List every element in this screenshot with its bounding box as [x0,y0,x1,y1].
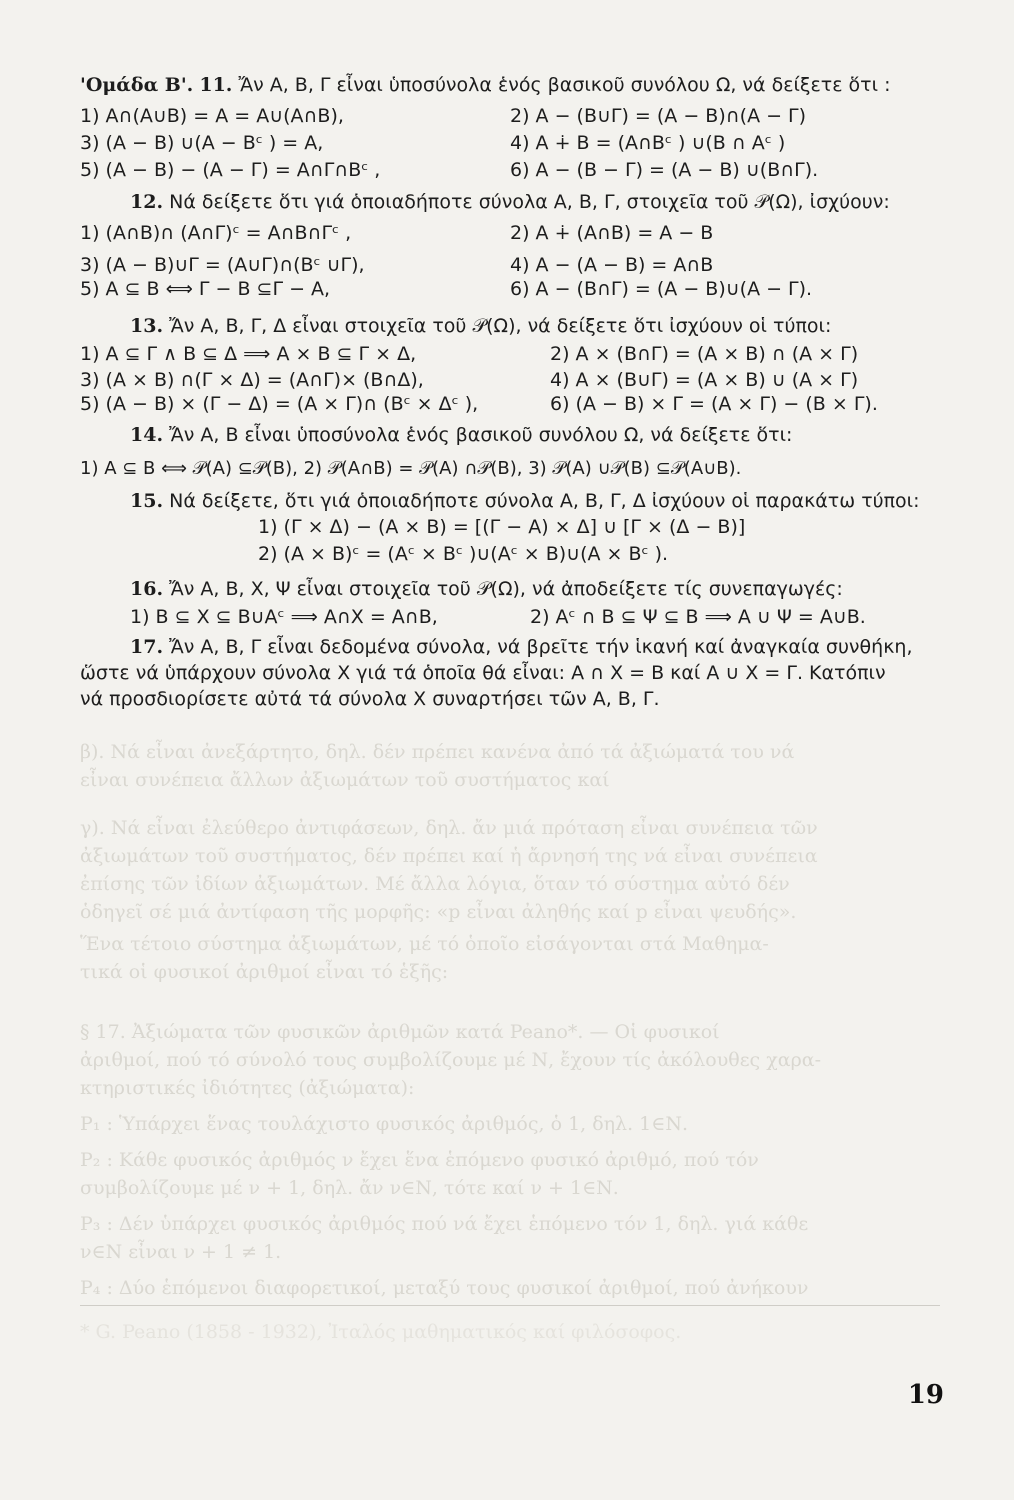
exercise-17-line: ὥστε νά ὑπάρχουν σύνολα Χ γιά τά ὁποῖα θά εἶναι: Α ∩ Χ = Β καί Α ∪ Χ = Γ. Κατόπιν [80,662,886,684]
bleed-line: γ). Νά εἶναι ἐλεύθερο ἀντιφάσεων, δηλ. ἄν μιά πρόταση εἶναι συνέπεια τῶν [80,817,818,839]
bleed-line: ἐπίσης τῶν ἰδίων ἀξιωμάτων. Μέ ἄλλα λόγια, ὅταν τό σύστημα αὐτό δέν [80,873,790,895]
exercise-number: 11. [199,74,233,96]
exercise-12-row: 3) (Α − Β)∪Γ = (Α∪Γ)∩(Βᶜ ∪Γ), 4) Α − (Α − Β) = Α∩Β [80,254,714,276]
bleed-line: Ρ₄ : Δύο ἑπόμενοι διαφορετικοί, μεταξύ τους φυσικοί ἀριθμοί, πού ἀνήκουν [80,1277,809,1299]
exercise-number: 13. [130,315,164,337]
bleed-line: τικά οἱ φυσικοί ἀριθμοί εἶναι τό ἑξῆς: [80,961,449,983]
exercise-16-row: 1) Β ⊆ Χ ⊆ Β∪Αᶜ ⟹ Α∩Χ = Α∩Β, 2) Αᶜ ∩ Β ⊆ Ψ ⊆ Β ⟹ Α ∪ Ψ = Α∪Β. [130,606,866,628]
bleed-line: Ἕνα τέτοιο σύστημα ἀξιωμάτων, μέ τό ὁποῖο εἰσάγονται στά Μαθημα- [80,933,769,955]
exercise-17-line: νά προσδιορίσετε αὐτά τά σύνολα Χ συναρτήσει τῶν Α, Β, Γ. [80,688,660,710]
exercise-number: 14. [130,424,164,446]
bleed-line: ἀριθμοί, πού τό σύνολό τους συμβολίζουμε μέ Ν, ἔχουν τίς ἀκόλουθες χαρα- [80,1049,821,1071]
exercise-11-row: 5) (Α − Β) − (Α − Γ) = Α∩Γ∩Βᶜ , 6) Α − (Β − Γ) = (Α − Β) ∪(Β∩Γ). [80,159,819,181]
exercise-15-row: 2) (Α × Β)ᶜ = (Αᶜ × Βᶜ )∪(Αᶜ × Β)∪(Α × Βᶜ ). [258,543,669,565]
exercise-16-intro: 16. Ἄν Α, Β, Χ, Ψ εἶναι στοιχεῖα τοῦ 𝒫(Ω), νά ἀποδείξετε τίς συνεπαγωγές: [130,578,843,600]
bleed-line: ὁδηγεῖ σέ μιά ἀντίφαση τῆς μορφῆς: «p εἶναι ἀληθής καί p εἶναι ψευδής». [80,901,797,923]
footnote-rule [80,1305,940,1306]
bleed-line: ἀξιωμάτων τοῦ συστήματος, δέν πρέπει καί ἡ ἄρνησή της νά εἶναι συνέπεια [80,845,818,867]
exercise-14-formula: 1) Α ⊆ Β ⟺ 𝒫(Α) ⊆𝒫(Β), 2) 𝒫(Α∩Β) = 𝒫(Α) ∩𝒫(Β), 3) 𝒫(Α) ∪𝒫(Β) ⊆𝒫(Α∪Β). [80,458,742,479]
exercise-12-intro: 12. Νά δείξετε ὅτι γιά ὁποιαδήποτε σύνολα Α, Β, Γ, στοιχεῖα τοῦ 𝒫(Ω), ἰσχύουν: [130,191,890,213]
bleed-line: κτηριστικές ἰδιότητες (ἀξιώματα): [80,1077,415,1099]
exercise-number: 17. [130,636,164,658]
bleed-line: Ρ₁ : Ὑπάρχει ἕνας τουλάχιστο φυσικός ἀριθμός, ὁ 1, δηλ. 1∈Ν. [80,1113,688,1135]
exercise-14-intro: 14. Ἄν Α, Β εἶναι ὑποσύνολα ἑνός βασικοῦ συνόλου Ω, νά δείξετε ὅτι: [130,424,793,446]
exercise-13-row: 3) (Α × Β) ∩(Γ × Δ) = (Α∩Γ)× (Β∩Δ), 4) Α × (Β∪Γ) = (Α × Β) ∪ (Α × Γ) [80,369,859,391]
exercise-13-row: 5) (Α − Β) × (Γ − Δ) = (Α × Γ)∩ (Βᶜ × Δᶜ ), 6) (Α − Β) × Γ = (Α × Γ) − (Β × Γ). [80,393,878,415]
exercise-15-row: 1) (Γ × Δ) − (Α × Β) = [(Γ − Α) × Δ] ∪ [Γ × (Δ − Β)] [258,516,746,538]
exercise-15-intro: 15. Νά δείξετε, ὅτι γιά ὁποιαδήποτε σύνολα Α, Β, Γ, Δ ἰσχύουν οἱ παρακάτω τύποι: [130,490,920,512]
bleed-footnote: * G. Peano (1858 - 1932), Ἰταλός μαθηματικός καί φιλόσοφος. [80,1321,682,1343]
bleed-line: ν∈Ν εἶναι ν + 1 ≠ 1. [80,1241,282,1263]
exercise-13-intro: 13. Ἄν Α, Β, Γ, Δ εἶναι στοιχεῖα τοῦ 𝒫(Ω), νά δείξετε ὅτι ἰσχύουν οἱ τύποι: [130,315,832,337]
bleed-line: εἶναι συνέπεια ἄλλων ἀξιωμάτων τοῦ συστήματος καί [80,769,610,791]
exercise-12-row: 1) (Α∩Β)∩ (Α∩Γ)ᶜ = Α∩Β∩Γᶜ , 2) Α ∔ (Α∩Β) = Α − Β [80,222,714,244]
exercise-13-row: 1) Α ⊆ Γ ∧ Β ⊆ Δ ⟹ Α × Β ⊆ Γ × Δ, 2) Α × (Β∩Γ) = (Α × Β) ∩ (Α × Γ) [80,343,859,365]
bleed-line: Ρ₃ : Δέν ὑπάρχει φυσικός ἀριθμός πού νά ἔχει ἑπόμενο τόν 1, δηλ. γιά κάθε [80,1213,809,1235]
exercise-11-intro: 'Ομάδα Β'. 11. Ἄν Α, Β, Γ εἶναι ὑποσύνολα ἑνός βασικοῦ συνόλου Ω, νά δείξετε ὅτι : [80,74,891,96]
exercise-number: 15. [130,490,164,512]
exercise-number: 12. [130,191,164,213]
exercise-11-row: 3) (Α − Β) ∪(Α − Βᶜ ) = Α, 4) Α ∔ Β = (Α∩Βᶜ ) ∪(Β ∩ Αᶜ ) [80,132,786,154]
bleed-line: § 17. Ἀξιώματα τῶν φυσικῶν ἀριθμῶν κατά Peano*. — Οἱ φυσικοί [80,1021,720,1043]
bleed-line: συμβολίζουμε μέ ν + 1, δηλ. ἄν ν∈Ν, τότε καί ν + 1∈Ν. [80,1177,619,1199]
page-number: 19 [907,1380,944,1410]
bleed-line: Ρ₂ : Κάθε φυσικός ἀριθμός ν ἔχει ἕνα ἑπόμενο φυσικό ἀριθμό, πού τόν [80,1149,759,1171]
group-heading: 'Ομάδα Β'. [80,74,194,96]
exercise-number: 16. [130,578,164,600]
exercise-17-intro: 17. Ἄν Α, Β, Γ εἶναι δεδομένα σύνολα, νά βρεῖτε τήν ἱκανή καί ἀναγκαία συνθήκη, [130,636,913,658]
bleed-line: β). Νά εἶναι ἀνεξάρτητο, δηλ. δέν πρέπει κανένα ἀπό τά ἀξιώματά του νά [80,741,795,763]
exercise-11-row: 1) Α∩(Α∪Β) = Α = Α∪(Α∩Β), 2) Α − (Β∪Γ) = (Α − Β)∩(Α − Γ) [80,105,807,127]
exercise-12-row: 5) Α ⊆ Β ⟺ Γ − Β ⊆Γ − Α, 6) Α − (Β∩Γ) = (Α − Β)∪(Α − Γ). [80,278,813,300]
